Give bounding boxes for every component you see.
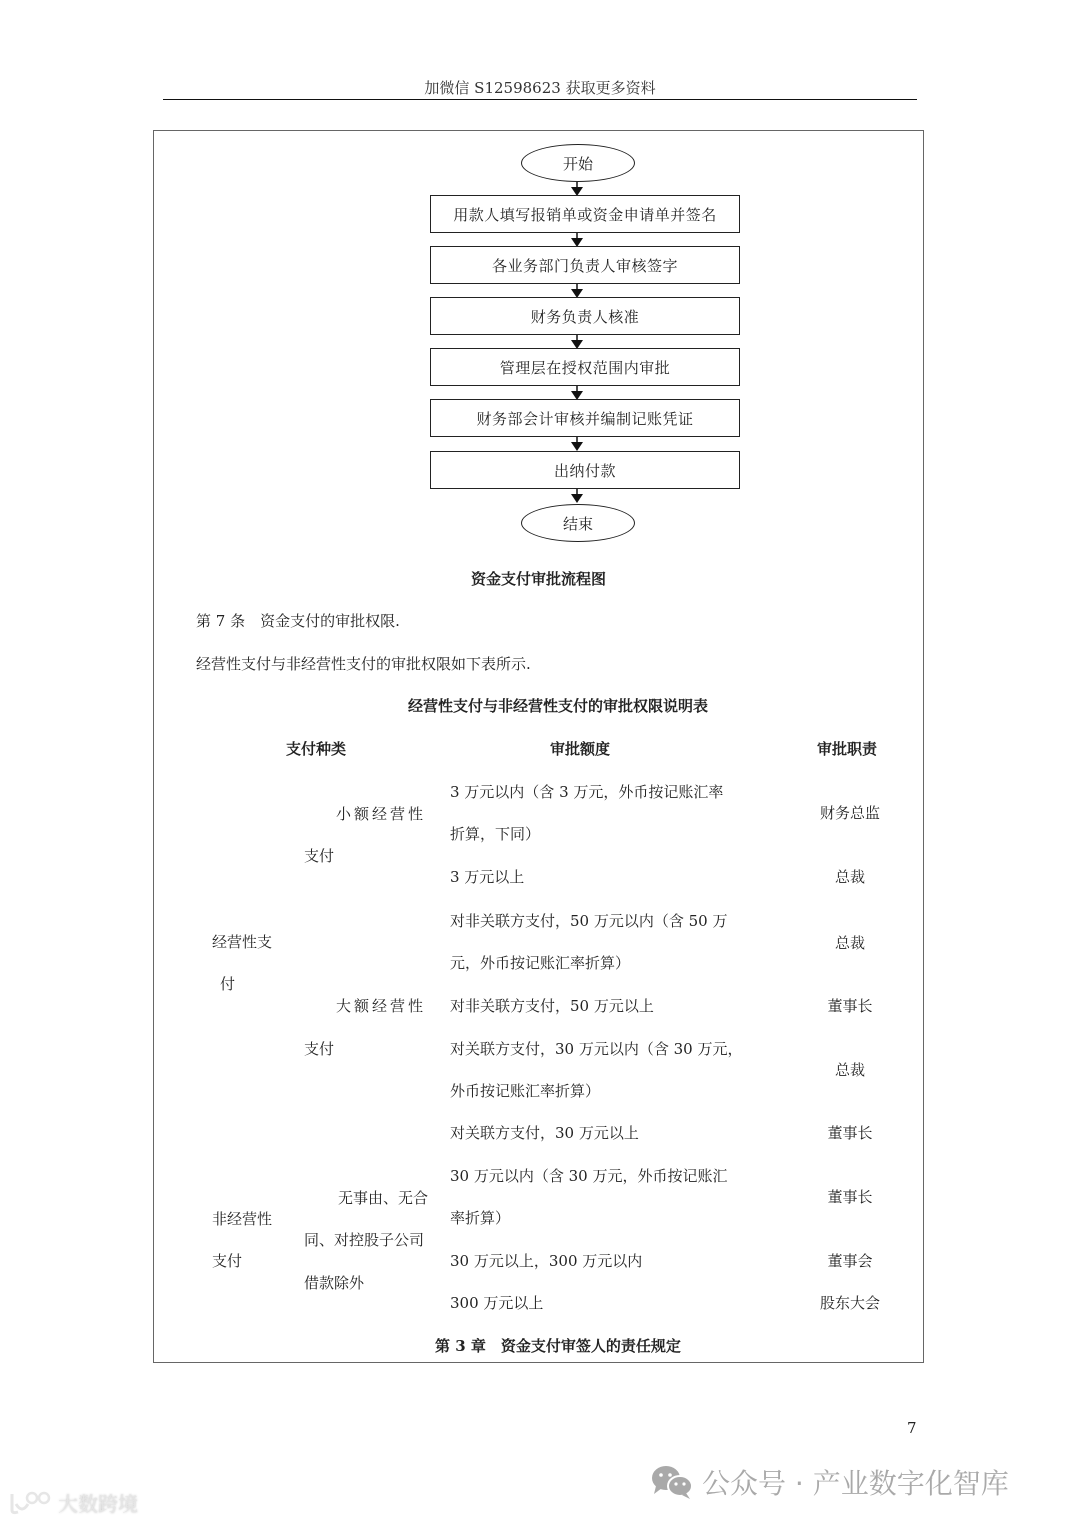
- limit-row-5-cont: 外币按记账汇率折算）: [450, 1082, 601, 1100]
- brand-watermark: [8, 1488, 138, 1517]
- article-heading: 第 7 条 资金支付的审批权限.: [196, 612, 400, 630]
- flow-end-node: 结束: [521, 504, 635, 542]
- brand-watermark-text: 大数跨境: [58, 1492, 138, 1516]
- flow-step-2: 各业务部门负责人审核签字: [430, 246, 740, 284]
- flow-step-5: 财务部会计审核并编制记账凭证: [430, 399, 740, 437]
- page-number: 7: [907, 1419, 917, 1437]
- subcategory-exempt: 无事由、无合: [338, 1189, 429, 1207]
- table-header-limit: 审批额度: [550, 740, 611, 758]
- flow-step-1: 用款人填写报销单或资金申请单并签名: [430, 195, 740, 233]
- limit-row-2: 3 万元以上: [450, 868, 525, 886]
- category-non-operating-cont: 支付: [212, 1252, 243, 1270]
- limit-row-7-cont: 率折算）: [450, 1209, 511, 1227]
- table-header-type: 支付种类: [286, 740, 347, 758]
- arrow-down-icon: [571, 335, 583, 349]
- approver-row-7: 董事长: [827, 1188, 873, 1206]
- article-intro: 经营性支付与非经营性支付的审批权限如下表所示.: [196, 655, 531, 673]
- arrow-down-icon: [571, 489, 583, 503]
- arrow-down-icon: [571, 284, 583, 298]
- header-divider: [163, 99, 917, 100]
- flow-start-node: 开始: [521, 144, 635, 182]
- category-operating-cont: 付: [220, 975, 236, 993]
- category-non-operating: 非经营性: [212, 1210, 273, 1228]
- wechat-watermark-text: 公众号 · 产业数字化智库: [702, 1467, 1009, 1500]
- limit-row-1-cont: 折算，下同）: [450, 825, 541, 843]
- flow-step-6: 出纳付款: [430, 451, 740, 489]
- approver-row-6: 董事长: [827, 1124, 873, 1142]
- subcategory-large-cont: 支付: [304, 1040, 335, 1058]
- approver-row-3: 总裁: [834, 934, 865, 952]
- subcategory-small-cont: 支付: [304, 847, 335, 865]
- subcategory-exempt-cont: 同、对控股子公司: [304, 1231, 425, 1249]
- arrow-down-icon: [571, 386, 583, 400]
- approver-row-2: 总裁: [834, 868, 865, 886]
- flowchart-caption: 资金支付审批流程图: [470, 570, 606, 588]
- limit-row-6: 对关联方支付，30 万元以上: [450, 1124, 639, 1142]
- limit-row-8: 30 万元以上，300 万元以内: [450, 1252, 643, 1270]
- page-header: 加微信 S12598623 获取更多资料: [424, 79, 656, 97]
- limit-row-4: 对非关联方支付，50 万元以上: [450, 997, 654, 1015]
- approver-row-8: 董事会: [827, 1252, 873, 1270]
- table-title: 经营性支付与非经营性支付的审批权限说明表: [407, 697, 708, 715]
- approver-row-9: 股东大会: [819, 1294, 880, 1312]
- arrow-down-icon: [571, 182, 583, 196]
- flow-step-3: 财务负责人核准: [430, 297, 740, 335]
- limit-row-3-cont: 元，外币按记账汇率折算）: [450, 954, 631, 972]
- table-header-approver: 审批职责: [817, 740, 878, 758]
- category-operating: 经营性支: [212, 933, 273, 951]
- approver-row-5: 总裁: [834, 1061, 865, 1079]
- arrow-down-icon: [571, 437, 583, 451]
- wechat-icon: [650, 1464, 694, 1500]
- limit-row-9: 300 万元以上: [450, 1294, 544, 1312]
- subcategory-small: 小额经营性: [336, 805, 427, 823]
- limit-row-5: 对关联方支付，30 万元以内（含 30 万元，: [450, 1040, 743, 1058]
- brand-logo-icon: [8, 1490, 54, 1516]
- chapter-heading: 第 3 章 资金支付审签人的责任规定: [435, 1337, 681, 1355]
- limit-row-3: 对非关联方支付，50 万元以内（含 50 万: [450, 912, 728, 930]
- approver-row-1: 财务总监: [819, 804, 880, 822]
- arrow-down-icon: [571, 233, 583, 247]
- subcategory-exempt-cont2: 借款除外: [304, 1274, 365, 1292]
- approver-row-4: 董事长: [827, 997, 873, 1015]
- subcategory-large: 大额经营性: [336, 997, 427, 1015]
- limit-row-7: 30 万元以内（含 30 万元，外币按记账汇: [450, 1167, 728, 1185]
- limit-row-1: 3 万元以内（含 3 万元，外币按记账汇率: [450, 783, 724, 801]
- flow-step-4: 管理层在授权范围内审批: [430, 348, 740, 386]
- wechat-watermark: [650, 1462, 1009, 1502]
